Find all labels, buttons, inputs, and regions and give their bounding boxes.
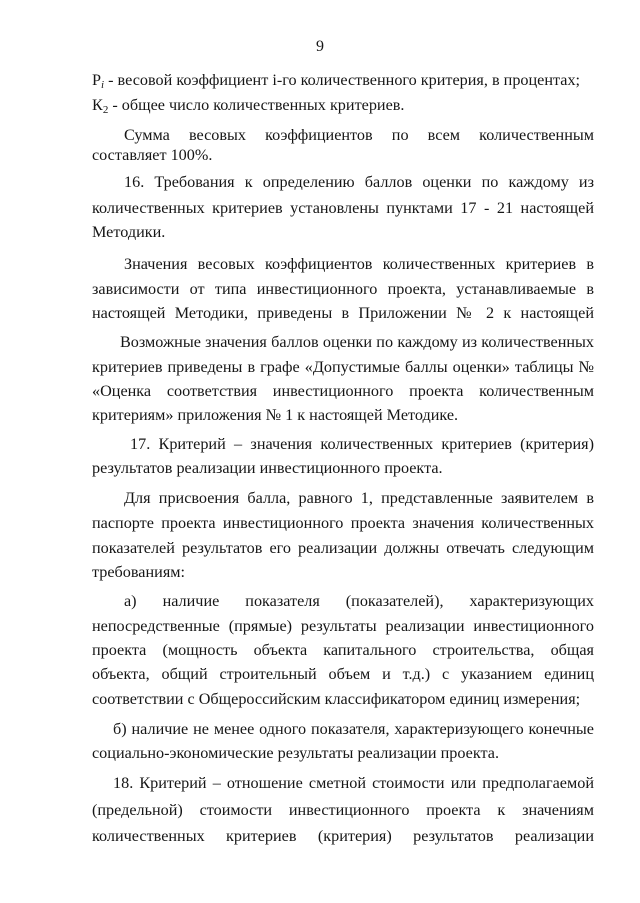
paragraph-line: Для присвоения балла, равного 1, представленные заявителем в	[124, 489, 594, 507]
paragraph-line: социально-экономические результаты реализации проекта.	[92, 744, 499, 762]
paragraph-line: настоящей Методики, приведены в Приложении № 2 к настоящей	[92, 304, 594, 322]
paragraph-line: «Оценка соответствия инвестиционного проекта количественным	[92, 382, 594, 400]
text-line-p-i-definition	[92, 70, 594, 90]
paragraph-line: паспорте проекта инвестиционного проекта значения количественных	[92, 514, 594, 532]
paragraph-line-item-18: 18. Критерий – отношение сметной стоимости или предполагаемой	[113, 774, 594, 792]
paragraph-line: объекта, общий строительный объем и т.д.) с указанием единиц	[92, 665, 594, 683]
definition-text: - весовой коэффициент i-го количественного критерия, в процентах;	[104, 71, 581, 89]
definition-text: - общее число количественных критериев.	[108, 96, 405, 114]
list-item-b: б) наличие не менее одного показателя, характеризующего конечные	[113, 720, 594, 738]
paragraph-line: составляет 100%.	[92, 146, 213, 164]
subscript-i: i	[101, 79, 105, 91]
paragraph-line: критериям» приложения № 1 к настоящей Методике.	[92, 406, 459, 424]
paragraph-line: количественных критериев установлены пунктами 17 - 21 настоящей	[92, 199, 594, 217]
paragraph-line: количественных критериев (критерия) результатов реализации	[92, 827, 594, 845]
text-line-k2-definition	[92, 95, 594, 115]
paragraph-line: соответствии с Общероссийским классификатором единиц измерения;	[92, 690, 581, 708]
paragraph-line: (предельной) стоимости инвестиционного проекта к значениям	[92, 801, 594, 819]
list-item-a: а) наличие показателя (показателей), характеризующих	[124, 592, 594, 610]
paragraph-line: требованиям:	[92, 563, 186, 581]
paragraph-line: зависимости от типа инвестиционного проекта, устанавливаемые в	[92, 280, 594, 298]
paragraph-line-item-16: 16. Требования к определению баллов оценки по каждому из	[124, 173, 594, 191]
paragraph-line: Возможные значения баллов оценки по каждому из количественных	[120, 333, 594, 351]
paragraph-line-item-17: 17. Критерий – значения количественных критериев (критерия)	[130, 435, 594, 453]
paragraph-line: результатов реализации инвестиционного проекта.	[92, 459, 443, 477]
symbol-p: P	[92, 71, 102, 89]
paragraph-line: непосредственные (прямые) результаты реализации инвестиционного	[92, 617, 594, 635]
paragraph-line: критериев приведены в графе «Допустимые баллы оценки» таблицы №	[92, 358, 594, 376]
paragraph-line: Методики.	[92, 223, 166, 241]
subscript-2: 2	[102, 104, 109, 116]
paragraph-line: показателей результатов его реализации должны отвечать следующим	[92, 539, 594, 557]
paragraph-line: Значения весовых коэффициентов количественных критериев в	[124, 255, 594, 273]
symbol-k: К	[92, 96, 103, 114]
page-number: 9	[316, 38, 324, 55]
paragraph-line: проекта (мощность объекта капитального строительства, общая	[92, 641, 594, 659]
paragraph-line: Сумма весовых коэффициентов по всем количественным	[124, 126, 594, 144]
